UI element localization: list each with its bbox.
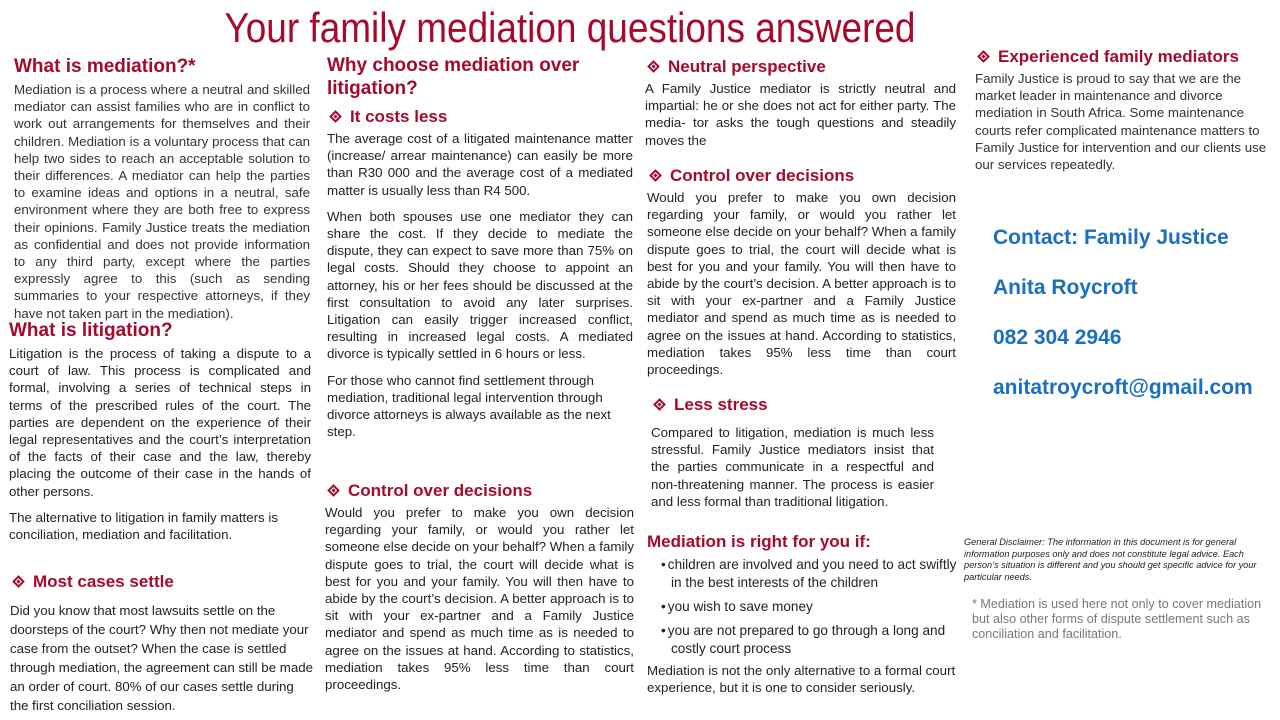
contact-phone[interactable]: 082 304 2946 xyxy=(993,326,1122,349)
section-mediation-right-for-you xyxy=(647,531,957,696)
heading-experienced-mediators: Experienced family mediators xyxy=(998,47,1239,66)
control-body: Would you prefer to make you own decision regarding your family, or would you rather let someone else decide on your behalf? When a family dispute goes to trial, the court will decide what is best for you and your family. You will then have to abide by the court’s decision. A better approach is to sit with your ex-partner and a Family Justice mediator and spend as much time as is needed to agree on the issues at hand. According to statistics, mediation takes 95% less time than court proceedings. xyxy=(325,505,634,693)
reasons-list xyxy=(653,556,957,658)
contact-label: Contact: Family Justice xyxy=(993,226,1229,249)
mediation-body: Mediation is a process where a neutral and skilled mediator can assist families who are in conflict to work out arrangements for themselves and their children. Mediation is a voluntary process that can help two sides to reach an acceptable solution to their differences. A mediator can help the parties to examine ideas and options in a neutral, safe environment where they are both free to express their opinions. Family Justice treats the mediation as confidential and does not provide information to any third party, except where the parties expressly agree to this (such as sending summaries to your respective attorneys, if they have not taken part in the mediation). xyxy=(14,82,310,321)
diamond-bullet-icon xyxy=(977,50,990,63)
section-experienced-mediators xyxy=(975,46,1275,173)
diamond-bullet-icon xyxy=(12,575,25,588)
stress-body: Compared to litigation, mediation is much less stressful. Family Justice mediators insist that the parties communicate in a respectful and non-threatening manner. The process is easier and less formal than traditional litigation. xyxy=(651,425,934,509)
section-control-over-decisions-col2 xyxy=(325,480,634,693)
heading-mediation-right-for-you: Mediation is right for you if: xyxy=(647,532,871,551)
diamond-bullet-icon xyxy=(327,484,340,497)
contact-email[interactable]: anitatroycroft@gmail.com xyxy=(993,376,1253,399)
diamond-bullet-icon xyxy=(653,398,666,411)
section-what-is-litigation xyxy=(9,320,311,543)
page-title: Your family mediation questions answered xyxy=(224,4,916,51)
section-most-cases-settle xyxy=(10,571,315,715)
closing-text: Mediation is not the only alternative to a formal court experience, but it is one to consider seriously. xyxy=(647,663,956,696)
reason-item: • children are involved and you need to act swiftly in the best interests of the children xyxy=(653,556,957,592)
section-less-stress xyxy=(651,394,934,510)
litigation-body: Litigation is the process of taking a dispute to a court of law. This process is complicated and formal, involving a series of technical steps in terms of the prescribed rules of the court. The parties are dependent on the experience of their legal representatives and the court’s interpretation of the facts of their case and the law, thereby placing the outcome of their case in the hands of other persons. xyxy=(9,346,311,499)
heading-control-over-decisions: Control over decisions xyxy=(670,166,855,185)
litigation-alternative: The alternative to litigation in family matters is conciliation, mediation and facilitation. xyxy=(9,509,279,543)
reason-item: • you are not prepared to go through a long and costly court process xyxy=(653,622,957,658)
contact-name: Anita Roycroft xyxy=(993,276,1138,299)
heading-less-stress: Less stress xyxy=(674,395,768,414)
diamond-bullet-icon xyxy=(647,60,660,73)
experienced-body: Family Justice is proud to say that we are the market leader in maintenance and divorce mediation in South Africa. Some maintenance courts refer complicated maintenance matters to Family Justice for intervention and our clients use our services repeatedly. xyxy=(975,71,1267,173)
heading-neutral-perspective: Neutral perspective xyxy=(668,57,826,76)
heading-control-over-decisions: Control over decisions xyxy=(348,481,533,500)
heading-what-is-mediation: What is mediation?* xyxy=(14,56,196,77)
section-neutral-perspective xyxy=(645,56,956,149)
heading-why-choose-mediation: Why choose mediation over litigation? xyxy=(327,55,580,99)
costs-body-3: For those who cannot find settlement through mediation, traditional legal intervention through divorce attorneys is always available as the next step. xyxy=(327,372,611,440)
neutral-body: A Family Justice mediator is strictly neutral and impartial: he or she does not act for either party. The media- tor asks the tough questions and steadily moves the xyxy=(645,81,956,148)
diamond-bullet-icon xyxy=(649,169,662,182)
heading-most-cases-settle: Most cases settle xyxy=(33,572,174,591)
settle-body: Did you know that most lawsuits settle on the doorsteps of the court? Why then not mediate your case from the outset? When the case is settled through mediation, the agreement can still be made an order of court. 80% of our cases settle during the first conciliation session. xyxy=(10,603,314,713)
section-control-over-decisions-col3 xyxy=(647,165,956,378)
heading-it-costs-less: It costs less xyxy=(350,107,448,126)
diamond-bullet-icon xyxy=(329,110,342,123)
section-what-is-mediation xyxy=(14,56,310,322)
costs-body: The average cost of a litigated maintenance matter (increase/ arrear maintenance) can easily be more than R30 000 and the average cost of a mediated matter is usually less than R4 500. xyxy=(327,131,633,198)
costs-body-2: When both spouses use one mediator they can share the cost. If they decide to mediate the dispute, they can expect to save more than 75% on legal costs. Should they choose to appoint an attorney, his or her fees should be discussed at the first consultation to avoid any later surprises. Litigation can easily trigger increased conflict, resulting in increased legal costs. A mediated divorce is typically settled in 6 hours or less. xyxy=(327,208,633,362)
general-disclaimer: General Disclaimer: The information in this document is for general information purposes only and does not constitute legal advice. Each person’s situation is different and you should get specific advice for your particular needs. xyxy=(964,537,1257,582)
reason-item: • you wish to save money xyxy=(653,598,957,616)
heading-what-is-litigation: What is litigation? xyxy=(9,320,173,341)
mediation-footnote: * Mediation is used here not only to cover mediation but also other forms of dispute settlement such as conciliation and facilitation. xyxy=(972,597,1262,641)
section-why-choose-mediation xyxy=(327,54,633,440)
control-body: Would you prefer to make you own decision regarding your family, or would you rather let someone else decide on your behalf? When a family dispute goes to trial, the court will decide what is best for you and your family. You will then have to abide by the court’s decision. A better approach is to sit with your ex-partner and a Family Justice mediator and spend as much time as is needed to agree on the issues at hand. According to statistics, mediation takes 95% less time than court proceedings. xyxy=(647,190,956,378)
contact-block xyxy=(993,226,1278,400)
